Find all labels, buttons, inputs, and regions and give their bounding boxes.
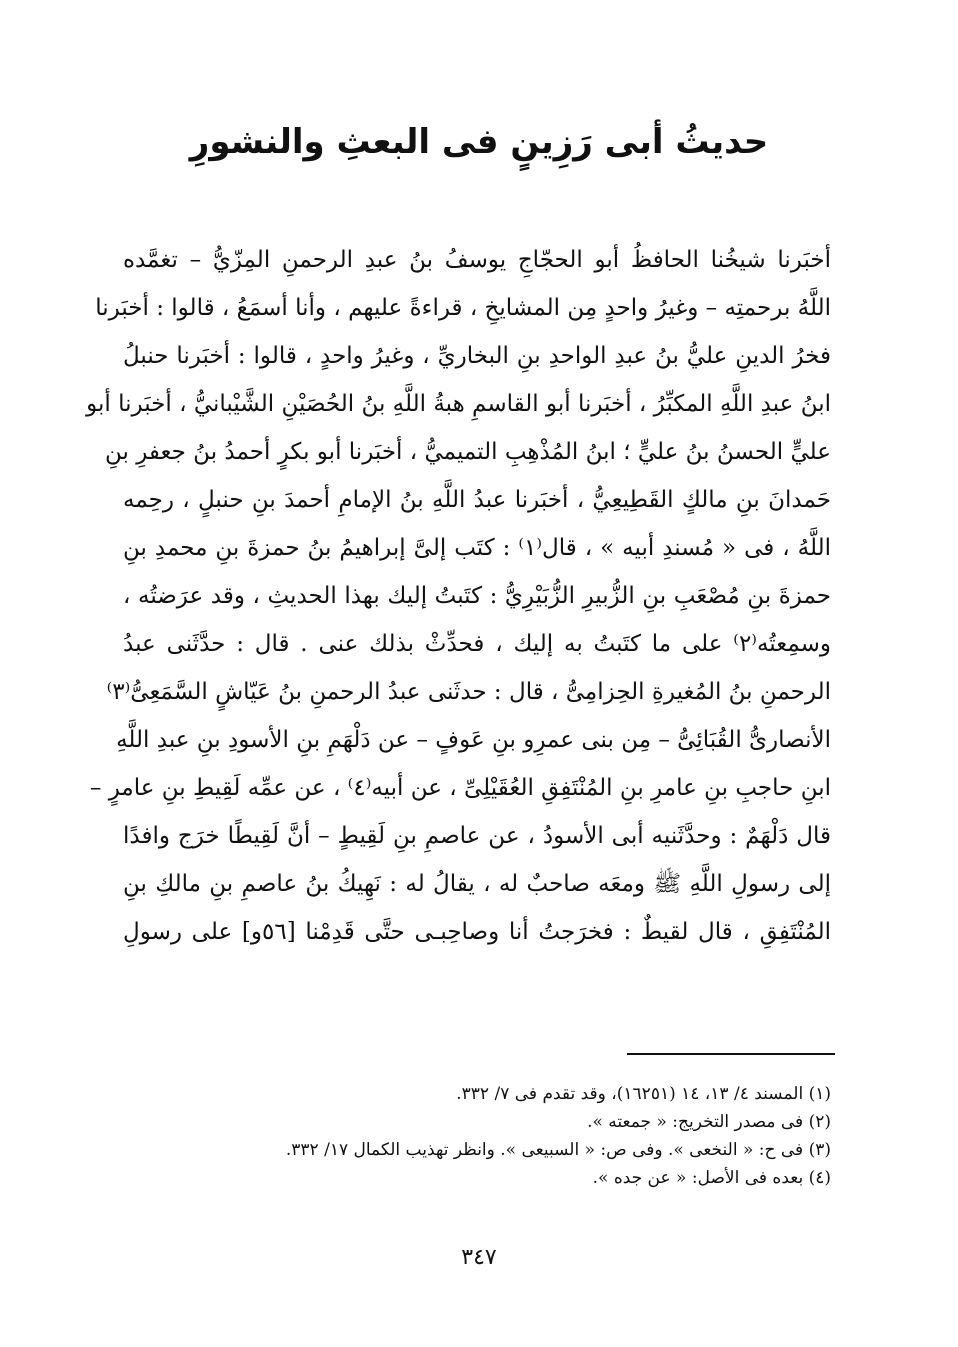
page-number: ٣٤٧ [461, 1245, 497, 1270]
text-line: الرحمنِ بنُ المُغيرةِ الحِزامِىُّ ، قال : حدثَنى عبدُ الرحمنِ بنُ عَيّاشٍ السَّمَعِىُّ⁽٣⁾ [106, 679, 831, 705]
text-line: فخرُ الدينِ عليُّ بنُ عبدِ الواحدِ بنِ البخاريِّ ، وغيرُ واحدٍ ، قالوا : أخبَرنا حنبلُ [123, 343, 831, 369]
footnote: (٤) بعده فى الأصل: « عن جده ». [592, 1168, 831, 1188]
text-line: ابنِ حاجبِ بنِ عامرِ بنِ المُنْتَفِقِ العُقَيْلِىِّ ، عن أبيه⁽٤⁾ ، عن عمِّه لَقِيطِ بنِ عامرٍ – [89, 775, 831, 801]
text-line: ابنُ عبدِ اللَّهِ المكبِّرُ ، أخبَرنا أبو القاسمِ هبةُ اللَّهِ بنُ الحُصَيْنِ الشَّيْبانيُّ ، أخبَرنا أبو [86, 391, 831, 417]
main-text [86, 236, 831, 956]
text-line: الأنصارىُّ القُبَائِىُّ – مِن بنى عمرِو بنِ عَوفٍ – عن دَلْهَمِ بنِ الأسودِ بنِ عبدِ اللَّهِ [116, 727, 831, 753]
footnote: (١) المسند ٤/ ١٣، ١٤ (١٦٢٥١)، وقد تقدم فى ٧/ ٣٣٢. [456, 1084, 831, 1104]
text-line: اللَّهُ برحمتِه – وغيرُ واحدٍ مِن المشايخِ ، قراءةً عليهم ، وأنا أسمَعُ ، قالوا : أخبَرنا [95, 295, 831, 321]
text-line: حَمدانَ بنِ مالكٍ القَطِيعِيُّ ، أخبَرنا عبدُ اللَّهِ بنُ الإمامِ أحمدَ بنِ حنبلٍ ، رحِمه [123, 487, 831, 513]
text-line: إلى رسولِ اللَّهِ ﷺ ومعَه صاحبٌ له ، يقالُ له : نَهِيكُ بنُ عاصمِ بنِ مالكِ بنِ [123, 871, 831, 897]
text-line: قال دَلْهَمٌ : وحدَّثَنيه أبى الأسودُ ، عن عاصمِ بنِ لَقِيطٍ – أنَّ لَقِيطًا خرَج وافدًا [123, 823, 831, 849]
text-line: أخبَرنا شيخُنا الحافظُ أبو الحجّاجِ يوسفُ بنُ عبدِ الرحمنِ المِزّيُّ – تغمَّده [123, 247, 831, 273]
text-line: اللَّهُ ، فى « مُسندِ أبيه » ، قال⁽١⁾ : كتَب إلىَّ إبراهيمُ بنُ حمزةَ بنِ محمدِ بنِ [123, 535, 831, 561]
text-line: حمزةَ بنِ مُصْعَبِ بنِ الزُّبيرِ الزُّبَيْرِيُّ : كتَبتُ إليك بهذا الحديثِ ، وقد عرَضتُه ، [123, 583, 831, 609]
text-line: المُنْتَفِقِ ، قال لقيطٌ : فخرَجتُ أنا وصاحِبـى حتَّى قَدِمْنا [٥٦و] على رسولِ [123, 919, 831, 945]
footnote: (٢) فى مصدر التخريج: « جمعته ». [587, 1112, 831, 1132]
text-line: وسمِعتُه⁽٢⁾ على ما كتَبتُ به إليك ، فحدِّثْ بذلك عنى . قال : حدَّثَنى عبدُ [123, 631, 831, 657]
text-line: عليٍّ الحسنُ بنُ عليٍّ ؛ ابنُ المُذْهِبِ التميميُّ ، أخبَرنا أبو بكرٍ أحمدُ بنُ جعفرِ بنِ [105, 439, 831, 465]
footnotes [123, 1080, 831, 1192]
footnote: (٣) فى ح: « النخعى ». وفى ص: « السبيعى ». وانظر تهذيب الكمال ١٧/ ٣٣٢. [285, 1140, 831, 1160]
footnote-separator [627, 1053, 835, 1055]
chapter-title: حديثُ أبى رَزِينٍ فى البعثِ والنشورِ [189, 122, 769, 162]
